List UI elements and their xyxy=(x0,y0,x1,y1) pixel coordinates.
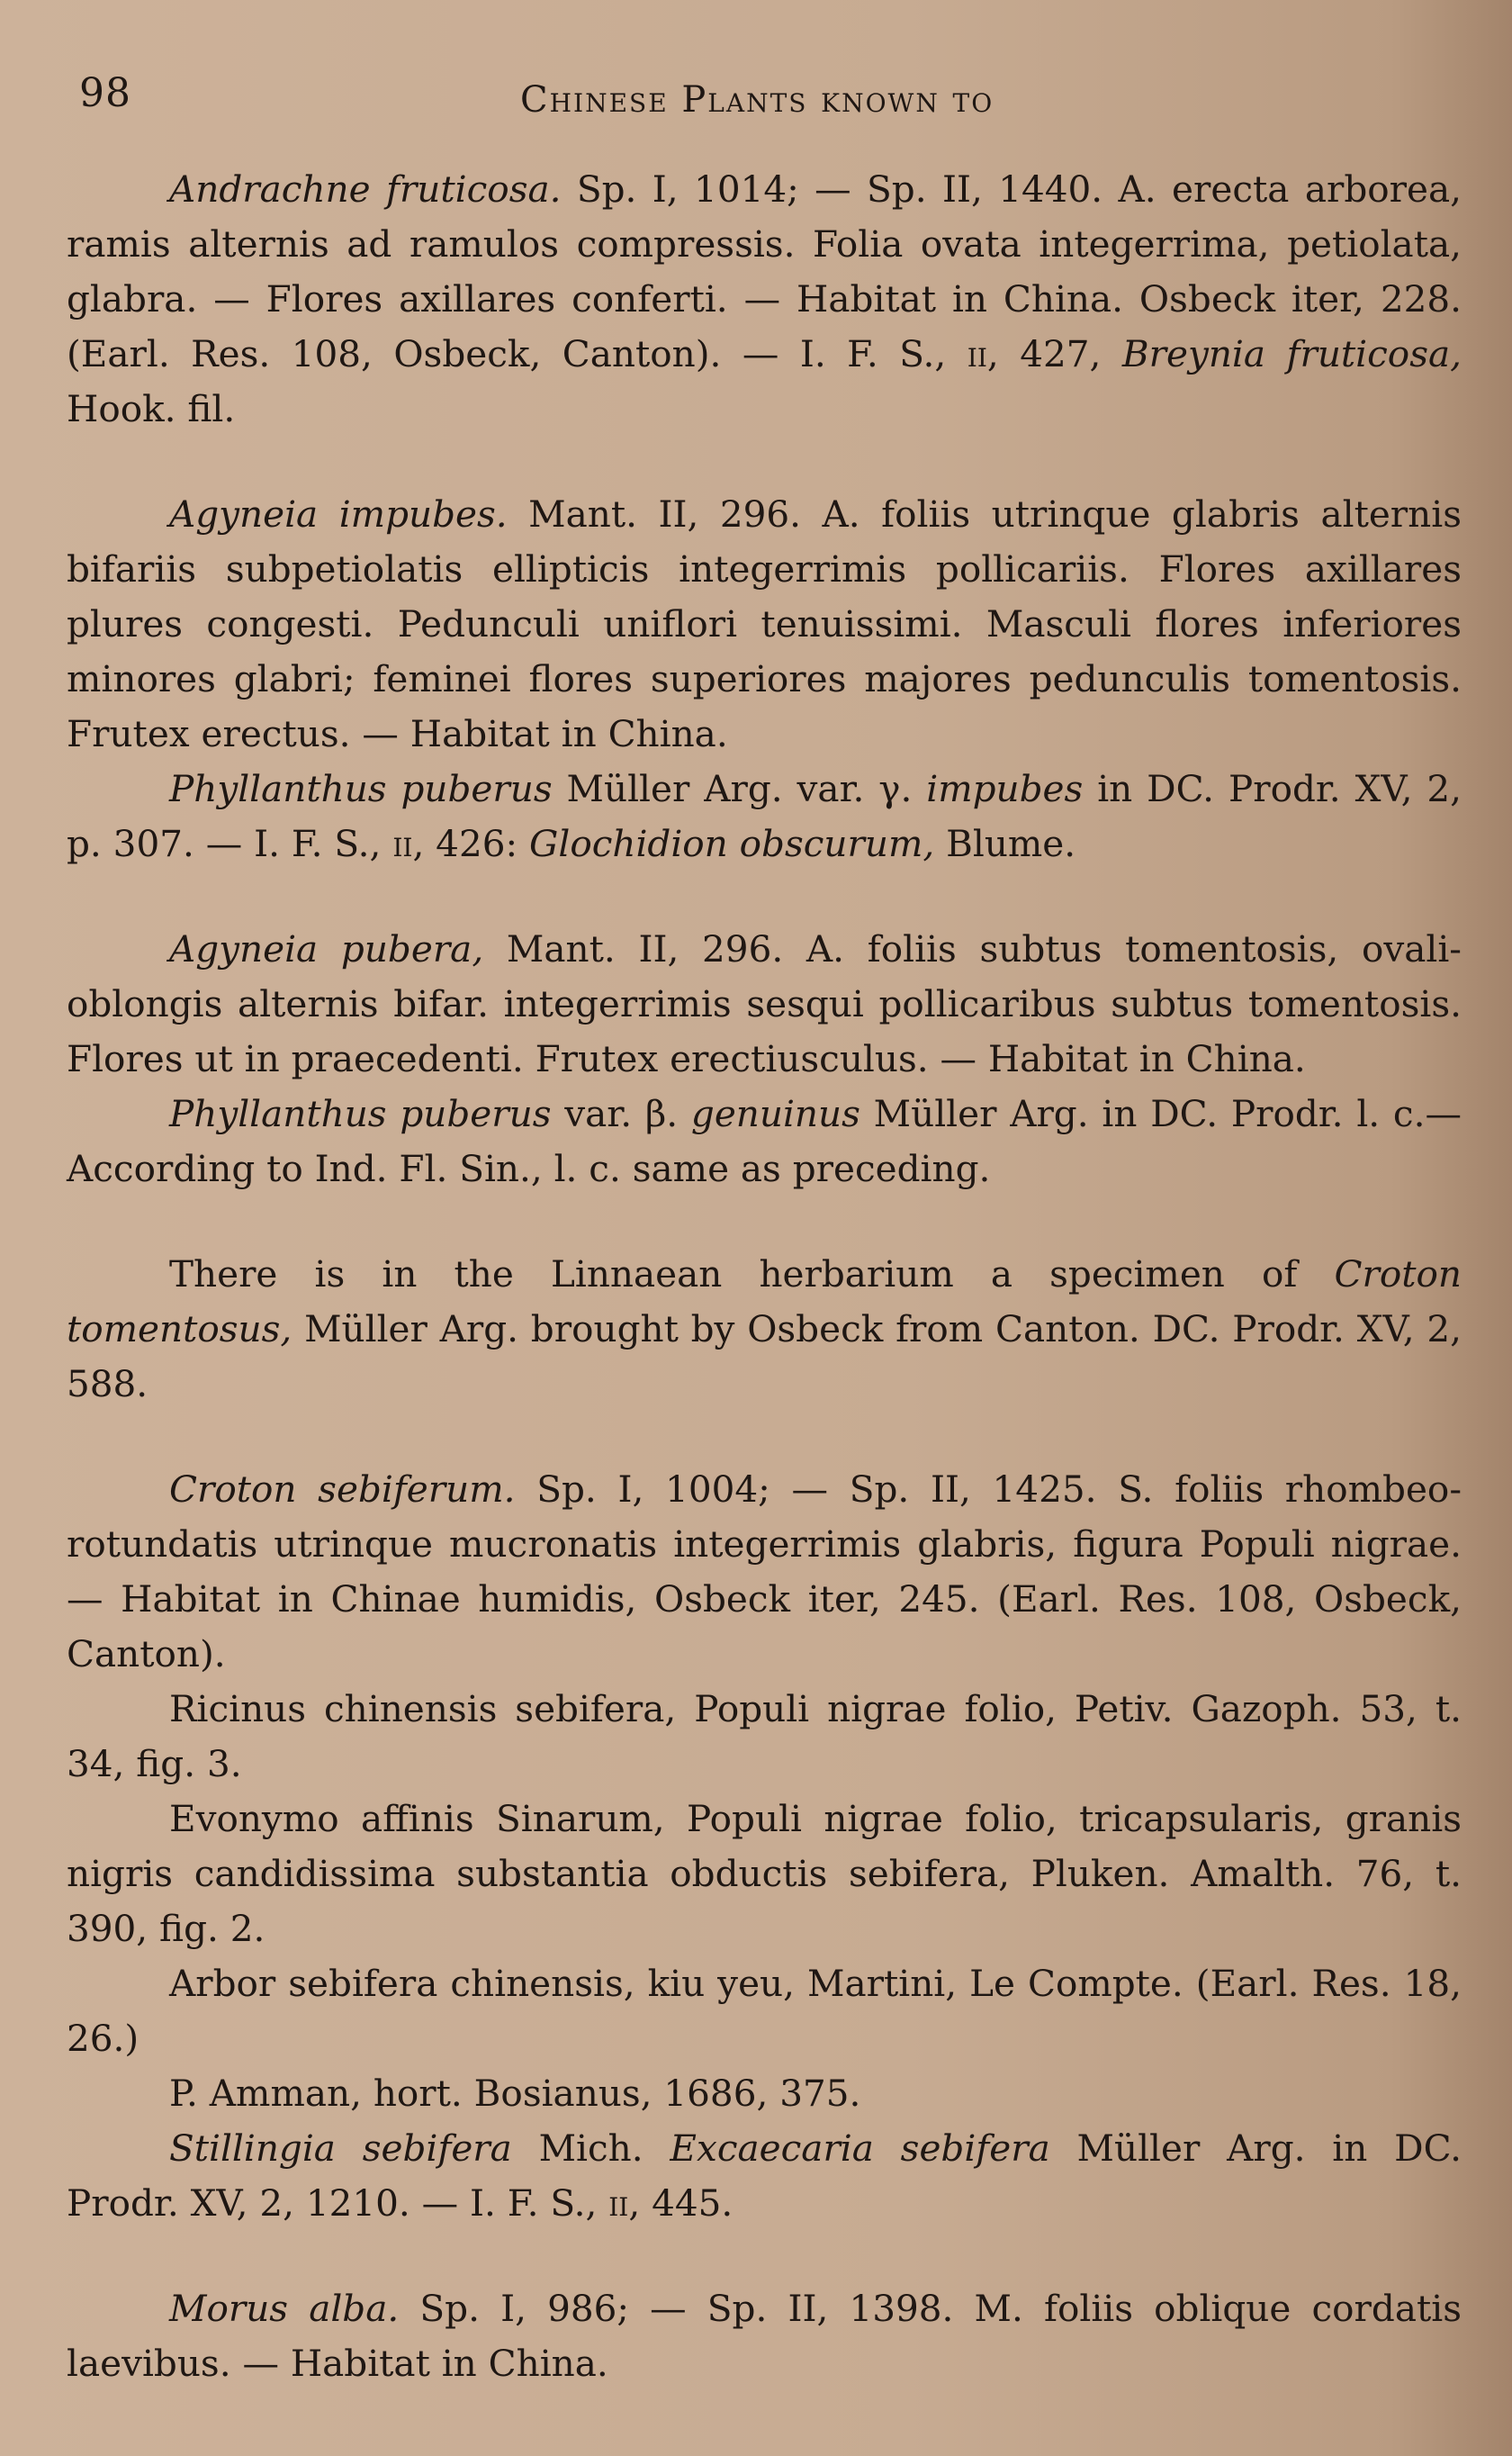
page-text xyxy=(67,162,1462,2391)
species-name: Phyllanthus puberus xyxy=(169,1092,552,1135)
entry-citation: P. Amman, hort. Bosianus, 1686, 375. xyxy=(169,2072,861,2115)
entry-citation: Arbor sebifera chinensis, kiu yeu, Martini, Le Compte. (Earl. Res. 18, 26.) xyxy=(67,1962,1462,2060)
species-name: Morus alba. xyxy=(169,2287,400,2330)
species-name: Croton tomentosus, xyxy=(67,1252,1462,1350)
entry-citation: Evonymo affinis Sinarum, Populi nigrae folio, tricapsularis, granis nigris candidissima substantia obductis sebifera, Pluken. Amalth. 76, t. 390, fig. 2. xyxy=(67,1797,1462,1950)
entry-croton-tomentosus: There is in the Linnaean herbarium a specimen of Croton tomentosus, Müller Arg. brought by Osbeck from Canton. DC. Prodr. XV, 2, 588. xyxy=(67,1252,1462,1405)
page-number: 98 xyxy=(79,70,131,116)
synonym-name: Breynia fruticosa, xyxy=(1121,332,1462,375)
species-name: Stillingia sebifera xyxy=(169,2126,512,2170)
species-name: Agyneia impubes. xyxy=(169,492,508,536)
entry-agyneia-pubera: Agyneia pubera, Mant. II, 296. A. foliis subtus tomentosis, ovali-oblongis alternis bifar. integerrimis sesqui pollicaribus subtus tomentosis. Flores ut in praecedenti. Frutex erectiusculus. — Habitat in China. xyxy=(67,927,1462,1080)
synonym-name: Excaecaria sebifera xyxy=(670,2126,1050,2170)
page-header xyxy=(79,70,1458,133)
synonym-name: Glochidion obscurum, xyxy=(529,822,935,865)
entry-note: Phyllanthus puberus var. β. genuinus Müller Arg. in DC. Prodr. l. c.— According to Ind. Fl. Sin., l. c. same as preceding. xyxy=(67,1092,1462,1190)
entry-morus-alba: Morus alba. Sp. I, 986; — Sp. II, 1398. M. foliis oblique cordatis laevibus. — Habitat in China. xyxy=(67,2287,1462,2385)
species-name: Andrachne fruticosa. xyxy=(169,167,562,211)
entry-croton-sebiferum: Croton sebiferum. Sp. I, 1004; — Sp. II, 1425. S. foliis rhombeo-rotundatis utrinque mucronatis integerrimis glabris, figura Populi nigrae.— Habitat in Chinae humidis, Osbeck iter, 245. (Earl. Res. 108, Osbeck, Canton). xyxy=(67,1467,1462,1675)
entry-citation: Ricinus chinensis sebifera, Populi nigrae folio, Petiv. Gazoph. 53, t. 34, fig. 3. xyxy=(67,1687,1462,1785)
species-name: Croton sebiferum. xyxy=(169,1467,516,1511)
species-name: Phyllanthus puberus xyxy=(169,767,553,810)
entry-note: Stillingia sebifera Mich. Excaecaria sebifera Müller Arg. in DC. Prodr. XV, 2, 1210. — I. F. S., ii, 445. xyxy=(67,2126,1462,2225)
entry-note: Phyllanthus puberus Müller Arg. var. γ. impubes in DC. Prodr. XV, 2, p. 307. — I. F. S., ii, 426: Glochidion obscurum, Blume. xyxy=(67,767,1462,865)
entry-andrachne-fruticosa: Andrachne fruticosa. Sp. I, 1014; — Sp. II, 1440. A. erecta arborea, ramis alternis ad ramulos compressis. Folia ovata integerrima, petiolata, glabra. — Flores axillares conferti. — Habitat in China. Osbeck iter, 228. (Earl. Res. 108, Osbeck, Canton). — I. F. S., ii, 427, Breynia fruticosa, Hook. fil. xyxy=(67,167,1462,430)
entry-agyneia-impubes: Agyneia impubes. Mant. II, 296. A. foliis utrinque glabris alternis bifariis subpetiolatis ellipticis integerrimis pollicariis. Flores axillares plures congesti. Pedunculi uniflori tenuissimi. Masculi flores inferiores minores glabri; feminei flores superiores majores pedunculis tomentosis. Frutex erectus. — Habitat in China. xyxy=(67,492,1462,755)
species-name: Agyneia pubera, xyxy=(169,927,484,971)
running-title: Chinese Plants known to xyxy=(520,79,994,121)
